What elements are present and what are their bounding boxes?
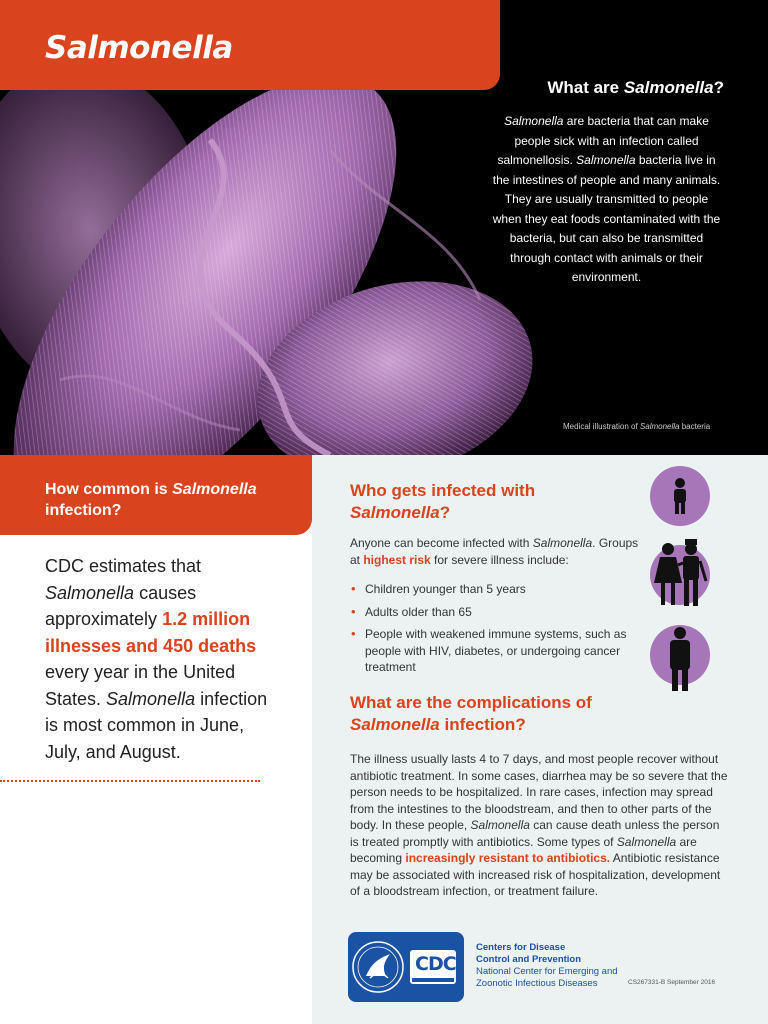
couple-figure xyxy=(640,537,720,612)
list-item: • People with weakened immune systems, such as people with HIV, diabetes, or undergoing cancer treatment xyxy=(351,626,627,674)
person-icon xyxy=(650,625,710,685)
risk-group-list xyxy=(350,581,640,682)
right-panel xyxy=(312,455,768,1024)
what-are-body: Salmonella are bacteria that can make people sick with an infection called salmonellosis. Salmonella bacteria live in the intestines of people and many animals. They are usually transmitted to people when they eat foods contaminated with the bacteria, but can also be transmitted through contact with animals or their environment. xyxy=(492,114,721,284)
cdc-logo-text: CDC xyxy=(415,953,456,975)
cdc-org-name: Centers for Disease Control and Prevention xyxy=(476,942,582,965)
title-tab xyxy=(0,0,500,90)
how-common-tab xyxy=(0,455,312,535)
image-caption: Medical illustration of Salmonella bacteria xyxy=(563,422,711,431)
cdc-center-name: National Center for Emerging and Zoonotic Infectious Diseases xyxy=(476,966,618,989)
complications-heading: What are the complications of Salmonella infection? xyxy=(350,693,592,734)
how-common-body: CDC estimates that Salmonella causes approximately 1.2 million illnesses and 450 deaths every year in the United States. Salmonella infection is most common in June, July, and August. xyxy=(45,556,268,762)
what-are-heading: What are Salmonella? xyxy=(547,78,724,97)
list-item: • Children younger than 5 years xyxy=(351,581,526,596)
cdc-logo xyxy=(348,932,464,1002)
how-common-heading: How common is Salmonella infection? xyxy=(45,481,257,519)
older-couple-icon xyxy=(650,545,710,605)
who-infected-intro: Anyone can become infected with Salmonella. Groups at highest risk for severe illness include: xyxy=(350,536,639,567)
hero-section xyxy=(0,0,768,455)
page-title: Salmonella xyxy=(45,30,233,66)
child-figure xyxy=(650,466,710,526)
dotted-divider xyxy=(0,780,260,782)
who-infected-heading: Who gets infected with Salmonella? xyxy=(350,481,536,522)
document-number: CS267331-B September 2016 xyxy=(628,979,716,986)
list-item: • Adults older than 65 xyxy=(351,603,472,619)
child-icon xyxy=(650,466,710,526)
person-figure xyxy=(650,625,710,697)
complications-body: The illness usually lasts 4 to 7 days, and most people recover without antibiotic treatment. In some cases, diarrhea may be so severe that the person needs to be hospitalized. In rare cases, infection may spread from the intestines to the bloodstream, and then to other parts of the body. In these people, Salmonella can cause death unless the person is treated promptly with antibiotics. Some types of Salmonella are becoming increasingly resistant to antibiotics. Antibiotic resistance may be associated with increased risk of hospitalization, development of a bloodstream infection, or treatment failure. xyxy=(350,752,728,898)
